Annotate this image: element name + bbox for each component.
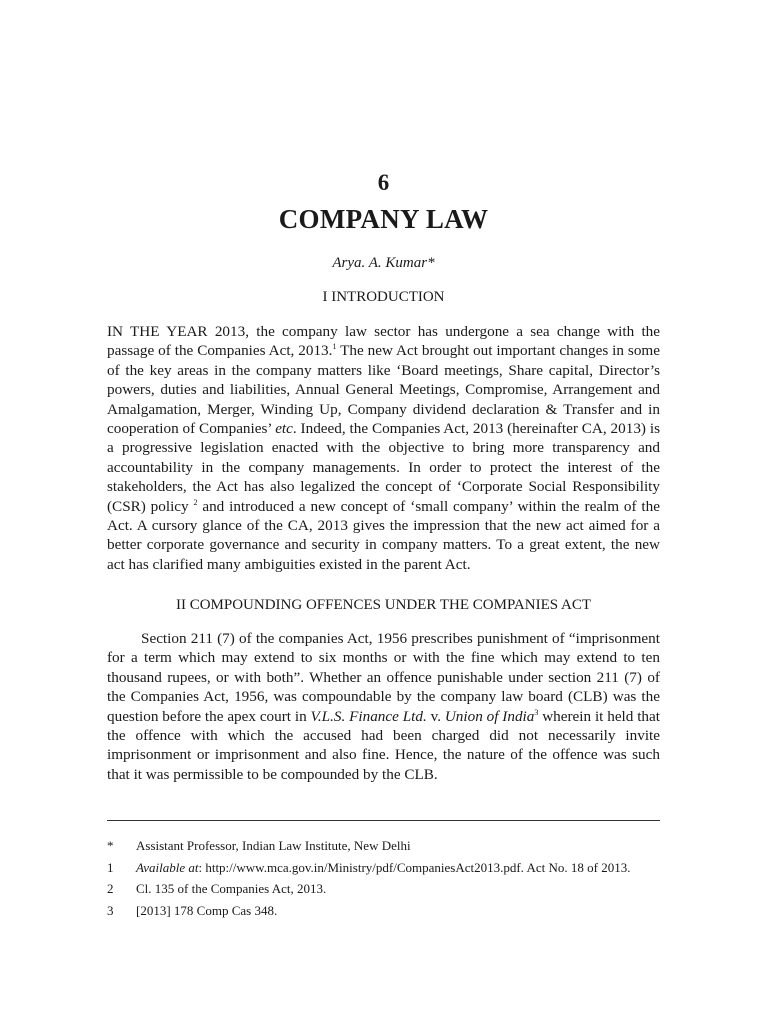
footnote-ref-2: 2: [193, 497, 198, 507]
intro-etc: etc: [275, 420, 293, 438]
footnote-divider: [107, 820, 660, 821]
footnote-mark: 2: [107, 881, 114, 896]
compounding-paragraph: [107, 629, 660, 784]
section-heading-introduction: I INTRODUCTION: [322, 289, 445, 305]
footnote-url-text: : http://www.mca.gov.in/Ministry/pdf/CompaniesAct2013.pdf. Act No. 18 of 2013.: [198, 859, 631, 875]
intro-text-2: The new Act brought out important changes in some of the key areas in the company matters like ‘Board meetings, Share capital, Director’s powers, duties and liabilities, Annual General Meetings, Compromise, Arrangement and Amalgamation, Merger, Winding Up, Company dividend declaration & Transfer and in cooperation of Companies’: [107, 342, 660, 438]
footnote-star: [107, 838, 660, 855]
chapter-number: 6: [377, 170, 390, 195]
section-heading-compounding: II COMPOUNDING OFFENCES UNDER THE COMPANIES ACT: [175, 597, 592, 613]
intro-text-1: IN THE YEAR 2013, the company law sector has undergone a sea change with the passage of the Companies Act, 2013.: [107, 323, 660, 360]
versus-text: v.: [426, 707, 445, 725]
chapter-title: COMPANY LAW: [278, 204, 489, 234]
intro-text-4: and introduced a new concept of ‘small company’ within the realm of the Act. A cursory glance of the CA, 2013 gives the impression that the new act aimed for a better corporate governance and security in company matters. To a great extent, the new act has clarified many ambiguities existed in the parent Act.: [107, 497, 660, 573]
footnote-ref-3: 3: [534, 707, 539, 717]
footnotes: [107, 838, 660, 924]
footnote-1: [107, 860, 660, 877]
comp-text-2: wherein it held that the offence with which the accused had been charged did not necessarily invite imprisonment or imprisonment and also fine. Hence, the nature of the offence was such that it was permissible to be compounded by the CLB.: [107, 707, 660, 783]
footnote-text: [136, 860, 660, 877]
author-name: Arya. A. Kumar*: [332, 255, 435, 271]
footnote-text: [2013] 178 Comp Cas 348.: [136, 902, 278, 918]
footnote-3: [107, 903, 660, 920]
footnote-text: Cl. 135 of the Companies Act, 2013.: [136, 881, 327, 896]
intro-text-3: . Indeed, the Companies Act, 2013 (hereinafter CA, 2013) is a progressive legislation enacted with the objective to bring more transparency and accountability in the company managements. In order to protect the interest of the stakeholders, the Act has also legalized the concept of ‘Corporate Social Responsibility (CSR) policy: [107, 420, 660, 515]
case-name-2: Union of India: [444, 707, 535, 725]
introduction-paragraph: [107, 322, 660, 574]
footnote-text: Assistant Professor, Indian Law Institute, New Delhi: [136, 838, 411, 853]
case-name-1: V.L.S. Finance Ltd.: [310, 707, 427, 725]
footnote-mark: 1: [107, 859, 114, 875]
footnote-mark: *: [107, 838, 114, 853]
footnote-mark: 3: [107, 902, 114, 918]
footnote-italic: Available at: [136, 859, 199, 875]
footnote-ref-1: 1: [332, 342, 337, 352]
footnote-2: [107, 881, 660, 898]
comp-text-1: Section 211 (7) of the companies Act, 1956 prescribes punishment of “imprisonment for a term which may extend to six months or with the fine which may extend to ten thousand rupees, or with both”. Whether an offence punishable under section 211 (7) of the Companies Act, 1956, was compoundable by the company law board (CLB) was the question before the apex court in: [107, 630, 660, 725]
